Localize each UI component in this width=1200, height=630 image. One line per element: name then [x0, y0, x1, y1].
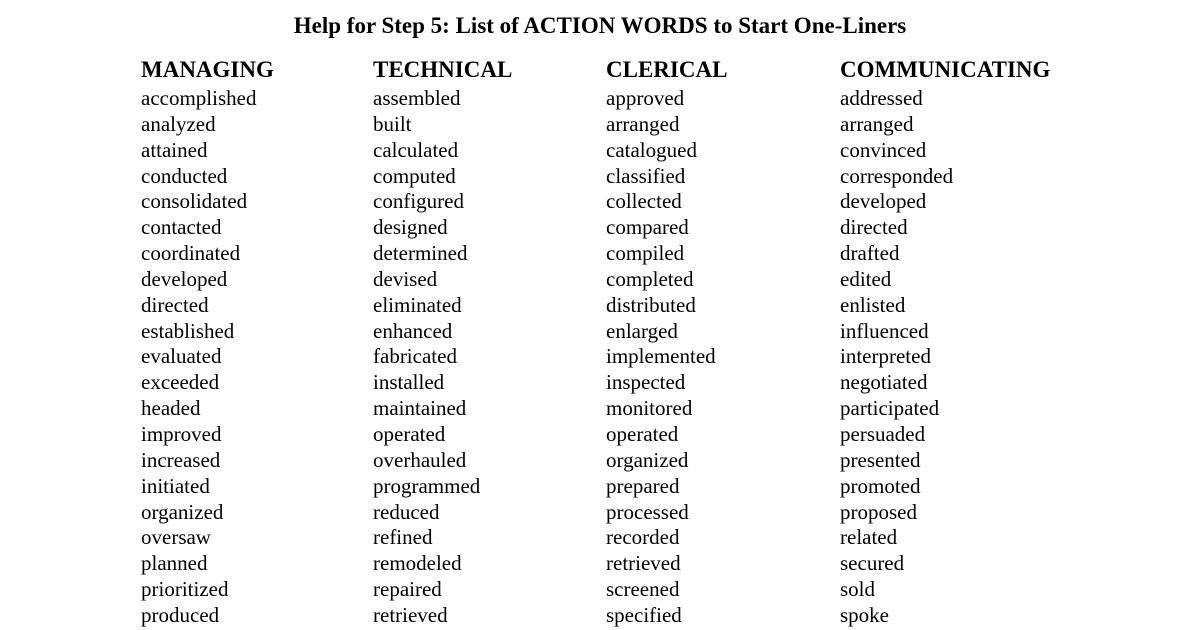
action-word: corresponded [840, 163, 954, 188]
action-word: catalogued [606, 137, 697, 162]
action-word: developed [141, 266, 228, 291]
action-word: interpreted [840, 344, 931, 369]
action-word: planned [141, 551, 208, 576]
action-word: configured [373, 189, 464, 214]
action-word: recorded [606, 525, 680, 550]
action-word: arranged [606, 111, 680, 136]
action-word: organized [606, 447, 689, 472]
action-word: drafted [840, 241, 900, 266]
action-word: established [141, 318, 235, 343]
action-word: presented [840, 447, 921, 472]
action-word: promoted [840, 473, 921, 498]
action-word: sold [840, 577, 876, 602]
column-heading-managing: MANAGING [141, 57, 274, 82]
action-word: coordinated [141, 241, 241, 266]
action-word: proposed [840, 499, 917, 524]
action-word: computed [373, 163, 456, 188]
action-word: arranged [840, 111, 914, 136]
action-word: determined [373, 241, 468, 266]
column-heading-clerical: CLERICAL [606, 57, 728, 82]
action-word: compared [606, 215, 689, 240]
action-word: remodeled [373, 551, 462, 576]
action-word: persuaded [840, 421, 926, 446]
action-word: analyzed [141, 111, 216, 136]
action-word: eliminated [373, 292, 462, 317]
action-word: refined [373, 525, 433, 550]
action-word: processed [606, 499, 689, 524]
word-list-technical [373, 86, 603, 629]
action-word: headed [141, 396, 201, 421]
action-word: increased [141, 447, 221, 472]
action-word: convinced [840, 137, 927, 162]
action-word: negotiated [840, 370, 928, 395]
action-word: developed [840, 189, 927, 214]
action-word: specified [606, 602, 682, 627]
word-list-managing [141, 86, 371, 629]
action-word: devised [373, 266, 438, 291]
action-word: enhanced [373, 318, 453, 343]
word-list-clerical [606, 86, 836, 629]
action-word: compiled [606, 241, 685, 266]
action-word: consolidated [141, 189, 248, 214]
action-word: related [840, 525, 898, 550]
column-communicating [840, 55, 1070, 629]
column-heading-communicating: COMMUNICATING [840, 57, 1051, 82]
action-word: distributed [606, 292, 696, 317]
action-word: fabricated [373, 344, 457, 369]
action-word: retrieved [606, 551, 681, 576]
action-word: organized [141, 499, 224, 524]
action-word: completed [606, 266, 694, 291]
action-word: inspected [606, 370, 686, 395]
action-word: participated [840, 396, 940, 421]
action-word: built [373, 111, 412, 136]
action-word: evaluated [141, 344, 222, 369]
action-word: initiated [141, 473, 210, 498]
action-word: reduced [373, 499, 440, 524]
action-word: implemented [606, 344, 716, 369]
action-word: operated [373, 421, 446, 446]
action-word: maintained [373, 396, 467, 421]
action-word: directed [141, 292, 209, 317]
action-word: spoke [840, 602, 889, 627]
action-word: enlisted [840, 292, 906, 317]
action-word: calculated [373, 137, 459, 162]
action-word: edited [840, 266, 892, 291]
column-technical [373, 55, 603, 629]
action-word: produced [141, 602, 220, 627]
action-word: accomplished [141, 86, 257, 110]
action-word: monitored [606, 396, 693, 421]
action-word: assembled [373, 86, 461, 110]
column-clerical [606, 55, 836, 629]
action-word: exceeded [141, 370, 220, 395]
action-word: attained [141, 137, 208, 162]
action-word: prioritized [141, 577, 229, 602]
word-list-communicating [840, 86, 1070, 629]
action-word: collected [606, 189, 682, 214]
action-word: enlarged [606, 318, 678, 343]
action-word: oversaw [141, 525, 211, 550]
action-word: overhauled [373, 447, 467, 472]
action-word: prepared [606, 473, 680, 498]
action-word: directed [840, 215, 908, 240]
action-word: installed [373, 370, 445, 395]
action-word: classified [606, 163, 686, 188]
action-word: secured [840, 551, 905, 576]
action-word: conducted [141, 163, 228, 188]
action-word: influenced [840, 318, 929, 343]
action-word: addressed [840, 86, 923, 110]
action-word: designed [373, 215, 448, 240]
action-word: screened [606, 577, 680, 602]
action-word: retrieved [373, 602, 448, 627]
action-word: operated [606, 421, 679, 446]
column-heading-technical: TECHNICAL [373, 57, 513, 82]
action-word: programmed [373, 473, 481, 498]
action-word: repaired [373, 577, 442, 602]
action-word: approved [606, 86, 685, 110]
column-managing [141, 55, 371, 629]
page-title: Help for Step 5: List of ACTION WORDS to Start One-Liners [293, 13, 907, 38]
action-word: contacted [141, 215, 222, 240]
action-word: improved [141, 421, 222, 446]
